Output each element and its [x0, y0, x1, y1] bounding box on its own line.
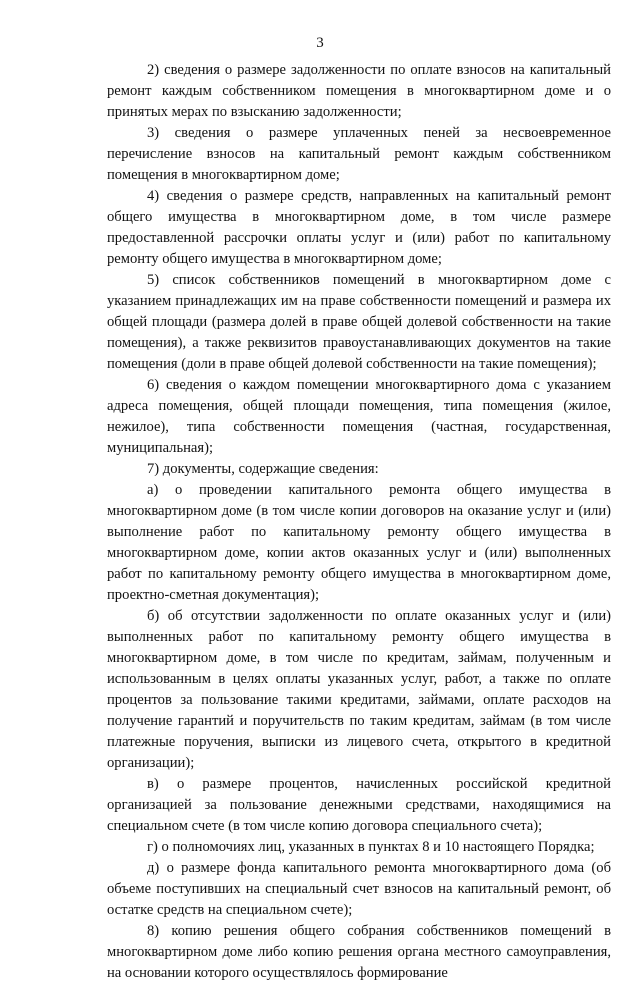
- paragraph-subitem-v: в) о размере процентов, начисленных российской кредитной организацией за пользование денежными средствами, находящимися на специальном счете (в том числе копию договора специального счета);: [107, 776, 611, 834]
- paragraph-item-3: 3) сведения о размере уплаченных пеней за несвоевременное перечисление взносов на капитальный ремонт каждым собственником помещения в многоквартирном доме;: [107, 125, 611, 183]
- paragraph-item-8: 8) копию решения общего собрания собственников помещений в многоквартирном доме либо копию решения органа местного самоуправления, на основании которого осуществлялось формирование: [107, 923, 611, 981]
- paragraph-item-6: 6) сведения о каждом помещении многоквартирного дома с указанием адреса помещения, общей площади помещения, типа помещения (жилое, нежилое), типа собственности помещения (частная, государственная, муниципальная);: [107, 377, 611, 456]
- paragraph-subitem-g: г) о полномочиях лиц, указанных в пунктах 8 и 10 настоящего Порядка;: [147, 839, 595, 855]
- document-body: [107, 60, 611, 984]
- paragraph-subitem-d: д) о размере фонда капитального ремонта многоквартирного дома (об объеме поступивших на специальный счет взносов на капитальный ремонт, об остатке средств на специальном счете);: [107, 860, 611, 918]
- paragraph-item-4: 4) сведения о размере средств, направленных на капитальный ремонт общего имущества в многоквартирном доме, в том числе размере предоставленной рассрочки оплаты услуг и (или) работ по капитальному ремонту общего имущества в многоквартирном доме;: [107, 188, 611, 267]
- paragraph-item-5: 5) список собственников помещений в многоквартирном доме с указанием принадлежащих им на праве собственности помещений и размера их общей площади (размера долей в праве общей долевой собственности на такие помещения), а также реквизитов правоустанавливающих документов на такие помещения (доли в праве общей долевой собственности на такие помещения);: [107, 272, 611, 372]
- page-number: 3: [316, 35, 324, 51]
- paragraph-item-7: 7) документы, содержащие сведения:: [147, 461, 379, 477]
- paragraph-item-2: 2) сведения о размере задолженности по оплате взносов на капитальный ремонт каждым собственником помещения в многоквартирном доме и о принятых мерах по взысканию задолженности;: [107, 62, 611, 120]
- paragraph-subitem-b: б) об отсутствии задолженности по оплате оказанных услуг и (или) выполненных работ по капитальному ремонту общего имущества в многоквартирном доме, в том числе по кредитам, займам, полученным и использованным в целях оплаты указанных услуг, работ, а также по оплате процентов за пользование такими кредитами, займами, оплате расходов на получение гарантий и поручительств по таким кредитам, займам (в том числе платежные поручения, выписки из лицевого счета, открытого в кредитной организации);: [107, 608, 611, 771]
- paragraph-subitem-a: а) о проведении капитального ремонта общего имущества в многоквартирном доме (в том числе копии договоров на оказание услуг и (или) выполнение работ по капитальному ремонту общего имущества в многоквартирном доме, копии актов оказанных услуг и (или) выполненных работ по капитальному ремонту общего имущества в многоквартирном доме, проектно-сметная документация);: [107, 482, 611, 603]
